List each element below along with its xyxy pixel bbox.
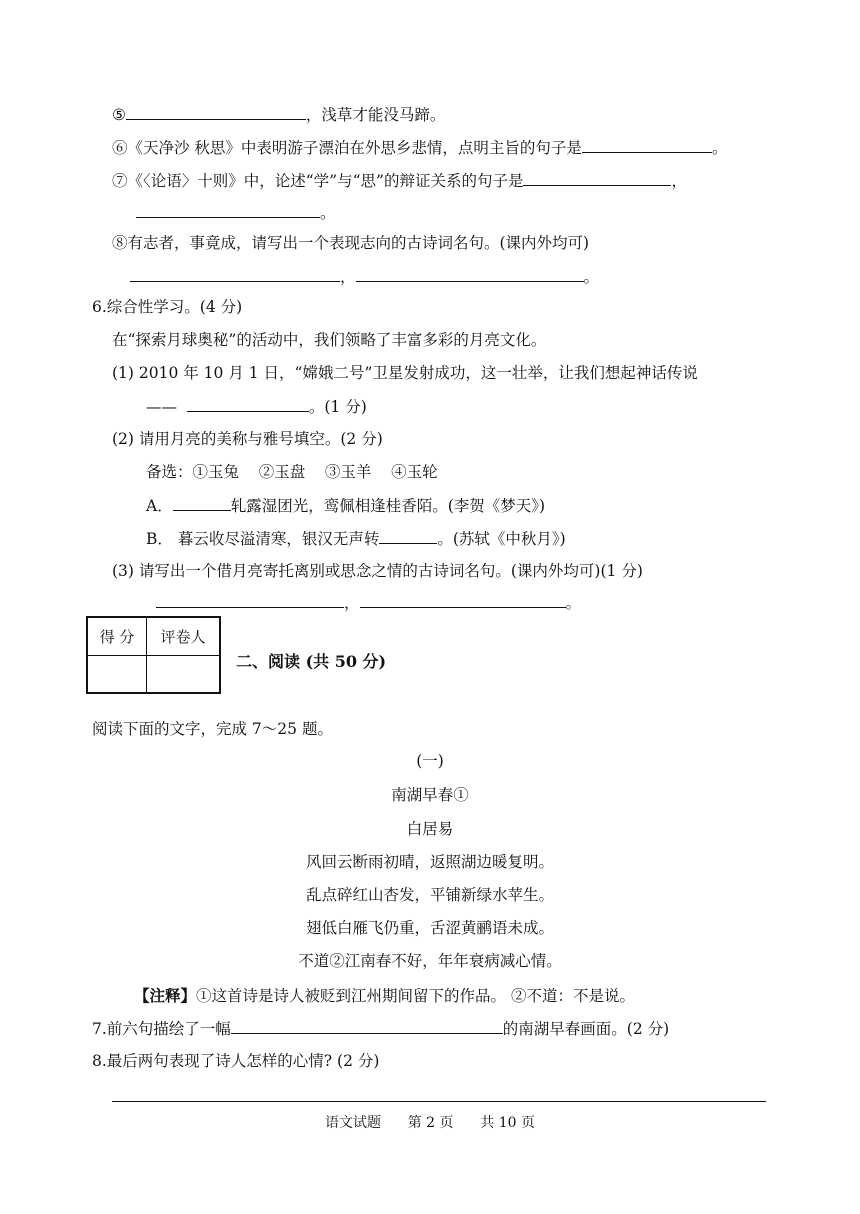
q8-text: 8.最后两句表现了诗人怎样的心情? (2 分): [92, 1052, 380, 1070]
q6-sub2-b-blank[interactable]: [379, 528, 437, 544]
q6-sub1-line: [112, 363, 698, 383]
q5-6-line: [112, 137, 727, 158]
q6-sub1-text: (1) 2010 年 10 月 1 日，“嫦娥二号”卫星发射成功，这一壮举，让我们想起神话传说: [112, 364, 698, 382]
q7-line: [92, 1018, 669, 1039]
poem-line-1: 风回云断雨初晴，返照湖边暖复明。: [305, 853, 554, 871]
q6-sub3-title: (3) 请写出一个借月亮寄托离别或思念之情的古诗词名句。(课内外均可)(1 分): [112, 562, 643, 580]
q6-sub1-dash: ——: [146, 398, 177, 416]
note-text: ①这首诗是诗人被贬到江州期间留下的作品。 ②不道：不是说。: [196, 987, 635, 1005]
grader-label: 评卷人: [147, 617, 221, 655]
q6-sub2-a-suffix: 轧露湿团光，鸾佩相逢桂香陌。(李贺《梦天》): [230, 497, 546, 515]
q5-7-blank-1[interactable]: [523, 170, 671, 186]
score-cell[interactable]: [87, 655, 147, 693]
q5-7-blank-2[interactable]: [136, 202, 320, 218]
grader-cell[interactable]: [147, 655, 221, 693]
q6-sub3-blank-1[interactable]: [156, 592, 344, 608]
reading-instruction: 阅读下面的文字，完成 7～25 题。: [92, 720, 333, 738]
footer-page: 第 2 页: [407, 1115, 454, 1131]
q5-8-mid: ，: [340, 268, 356, 286]
q5-7-text: ⑦《〈论语〉十则》中，论述“学”与“思”的辩证关系的句子是: [112, 172, 524, 190]
score-label: 得 分: [87, 617, 147, 655]
q6-intro: 在“探索月球奥秘”的活动中，我们领略了丰富多彩的月亮文化。: [112, 331, 547, 349]
reading-part-label: (一): [416, 752, 444, 770]
q6-sub2-b-line: [146, 528, 566, 549]
q5-8-suffix: 。: [583, 268, 600, 286]
q5-7-suffix: ，: [671, 172, 687, 190]
footer-rule: [112, 1101, 766, 1102]
q6-sub1-answer-line: [146, 396, 367, 417]
q5-6-text: ⑥《天净沙 秋思》中表明游子漂泊在外思乡悲情，点明主旨的句子是: [112, 139, 582, 157]
q5-7-line-2: [136, 202, 336, 223]
q5-7-line: [112, 170, 687, 191]
q5-8-blank-2[interactable]: [356, 266, 584, 282]
score-box: [86, 616, 221, 694]
q5-8-text: ⑧有志者，事竟成，请写出一个表现志向的古诗词名句。(课内外均可): [112, 234, 590, 252]
q6-sub2-options: 备选：①玉兔 ②玉盘 ③玉羊 ④玉轮: [146, 463, 438, 481]
q5-5-prefix: ⑤: [112, 106, 126, 124]
q7-suffix: 的南湖早春画面。(2 分): [502, 1020, 670, 1038]
q5-5-line: [112, 104, 445, 125]
q7-blank[interactable]: [231, 1018, 503, 1034]
q6-sub3-blank-2[interactable]: [360, 592, 566, 608]
q5-5-blank[interactable]: [126, 104, 306, 120]
q6-sub2-a-line: [146, 495, 545, 516]
q6-sub2-a-prefix: A．: [146, 497, 173, 515]
note-label: 【注释】: [134, 986, 197, 1005]
page-footer: [0, 1112, 860, 1132]
q5-6-suffix: 。: [711, 139, 728, 157]
q5-6-blank[interactable]: [582, 137, 712, 153]
q6-sub2-a-blank[interactable]: [173, 495, 231, 511]
poem-note: [134, 986, 635, 1006]
q6-sub3-suffix: 。: [565, 594, 582, 612]
q5-8-blank-1[interactable]: [130, 266, 340, 282]
q6-sub1-blank[interactable]: [187, 396, 309, 412]
q6-sub2-b-suffix: 。(苏轼《中秋月》): [437, 530, 566, 548]
q6-sub3-answer-line: [156, 592, 581, 613]
section2-title: 二、阅读 (共 50 分): [236, 652, 387, 671]
q5-5-suffix: ，浅草才能没马蹄。: [305, 106, 446, 124]
q5-7-suffix2: 。: [320, 204, 336, 222]
poem-line-4: 不道②江南春不好，年年衰病减心情。: [298, 952, 562, 970]
q6-sub3-mid: ，: [344, 594, 360, 612]
q6-sub2-b-prefix: B． 暮云收尽溢清寒，银汉无声转: [146, 530, 380, 548]
footer-total: 共 10 页: [480, 1115, 535, 1131]
poem-line-2: 乱点碎红山杏发，平铺新绿水苹生。: [305, 886, 554, 904]
q6-title: 6.综合性学习。(4 分): [92, 298, 243, 316]
poem-title: 南湖早春①: [391, 786, 469, 804]
footer-subject: 语文试题: [325, 1115, 382, 1131]
q5-8-answer-line: [130, 266, 599, 287]
q7-prefix: 7.前六句描绘了一幅: [92, 1020, 231, 1038]
poem-author: 白居易: [406, 820, 454, 838]
q6-sub1-suffix: 。(1 分): [308, 398, 367, 416]
q6-sub2-title: (2) 请用月亮的美称与雅号填空。(2 分): [112, 430, 383, 448]
q5-8-line: [112, 233, 589, 253]
poem-line-3: 翅低白雁飞仍重，舌涩黄鹂语未成。: [305, 919, 554, 937]
